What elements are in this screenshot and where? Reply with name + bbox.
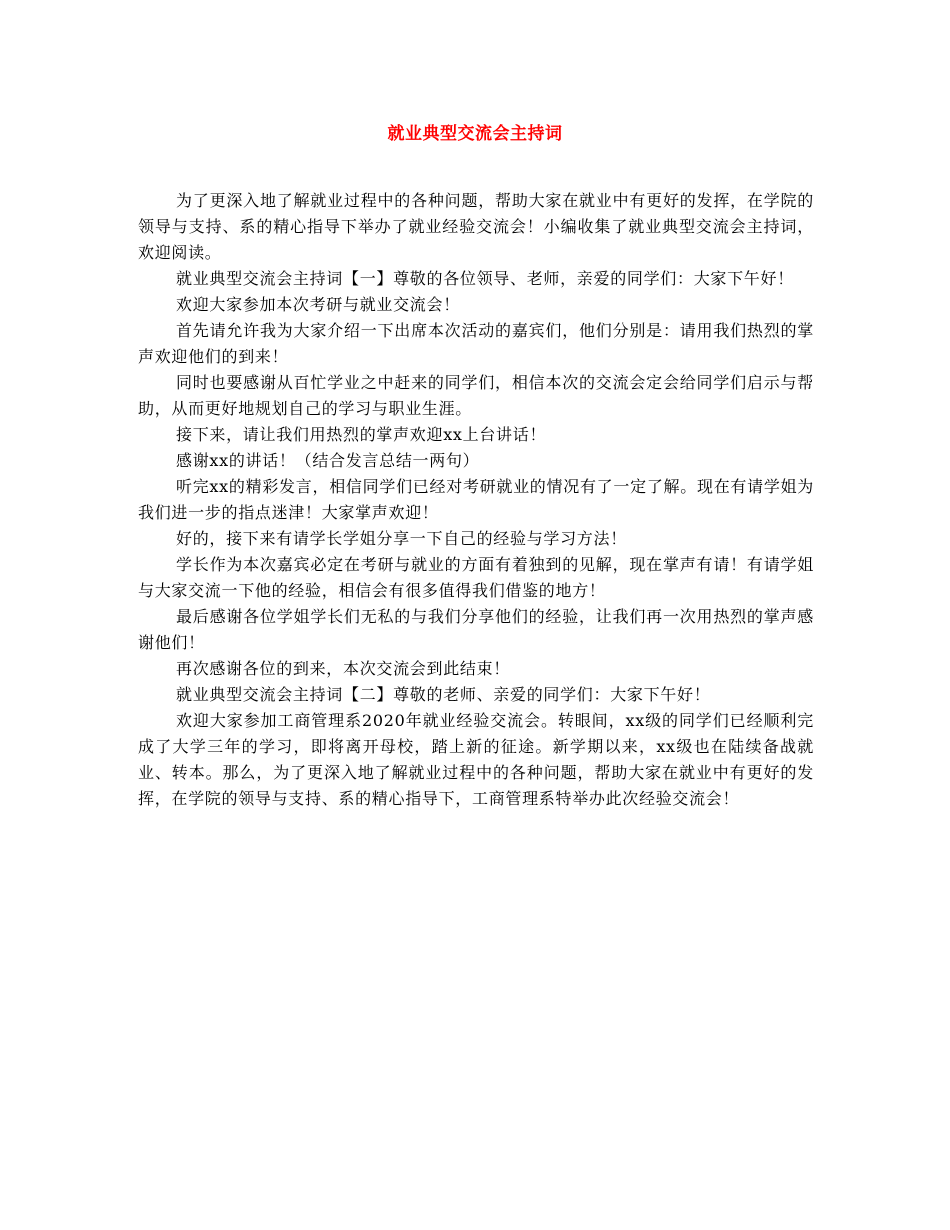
document-body	[138, 188, 814, 812]
document-title: 就业典型交流会主持词	[387, 124, 563, 144]
paragraph: 再次感谢各位的到来，本次交流会到此结束！	[176, 659, 511, 678]
paragraph: 听完xx的精彩发言，相信同学们已经对考研就业的情况有了一定了解。现在有请学姐为我们进一步的指点迷津！大家掌声欢迎！	[138, 477, 814, 522]
paragraph-speech-one-opening: 就业典型交流会主持词【一】尊敬的各位领导、老师，亲爱的同学们：大家下午好！	[176, 269, 794, 288]
paragraph: 最后感谢各位学姐学长们无私的与我们分享他们的经验，让我们再一次用热烈的掌声感谢他们！	[138, 607, 814, 652]
paragraph: 欢迎大家参加本次考研与就业交流会！	[176, 295, 460, 314]
paragraph: 欢迎大家参加工商管理系2020年就业经验交流会。转眼间，xx级的同学们已经顺利完成了大学三年的学习，即将离开母校，踏上新的征途。新学期以来，xx级也在陆续备战就业、转本。那么，为了更深入地了解就业过程中的各种问题，帮助大家在就业中有更好的发挥，在学院的领导与支持、系的精心指导下，工商管理系特举办此次经验交流会！	[138, 711, 814, 808]
paragraph: 同时也要感谢从百忙学业之中赶来的同学们，相信本次的交流会定会给同学们启示与帮助，从而更好地规划自己的学习与职业生涯。	[138, 373, 814, 418]
paragraph: 接下来，请让我们用热烈的掌声欢迎xx上台讲话！	[176, 425, 547, 444]
paragraph-intro: 为了更深入地了解就业过程中的各种问题，帮助大家在就业中有更好的发挥，在学院的领导与支持、系的精心指导下举办了就业经验交流会！小编收集了就业典型交流会主持词，欢迎阅读。	[138, 191, 814, 262]
paragraph: 好的，接下来有请学长学姐分享一下自己的经验与学习方法！	[176, 529, 627, 548]
paragraph: 首先请允许我为大家介绍一下出席本次活动的嘉宾们，他们分别是：请用我们热烈的掌声欢迎他们的到来！	[138, 321, 814, 366]
paragraph: 感谢xx的讲话！（结合发言总结一两句）	[176, 451, 480, 470]
paragraph-speech-two-opening: 就业典型交流会主持词【二】尊敬的老师、亲爱的同学们：大家下午好！	[176, 685, 711, 704]
paragraph: 学长作为本次嘉宾必定在考研与就业的方面有着独到的见解，现在掌声有请！有请学姐与大家交流一下他的经验，相信会有很多值得我们借鉴的地方！	[138, 555, 814, 600]
